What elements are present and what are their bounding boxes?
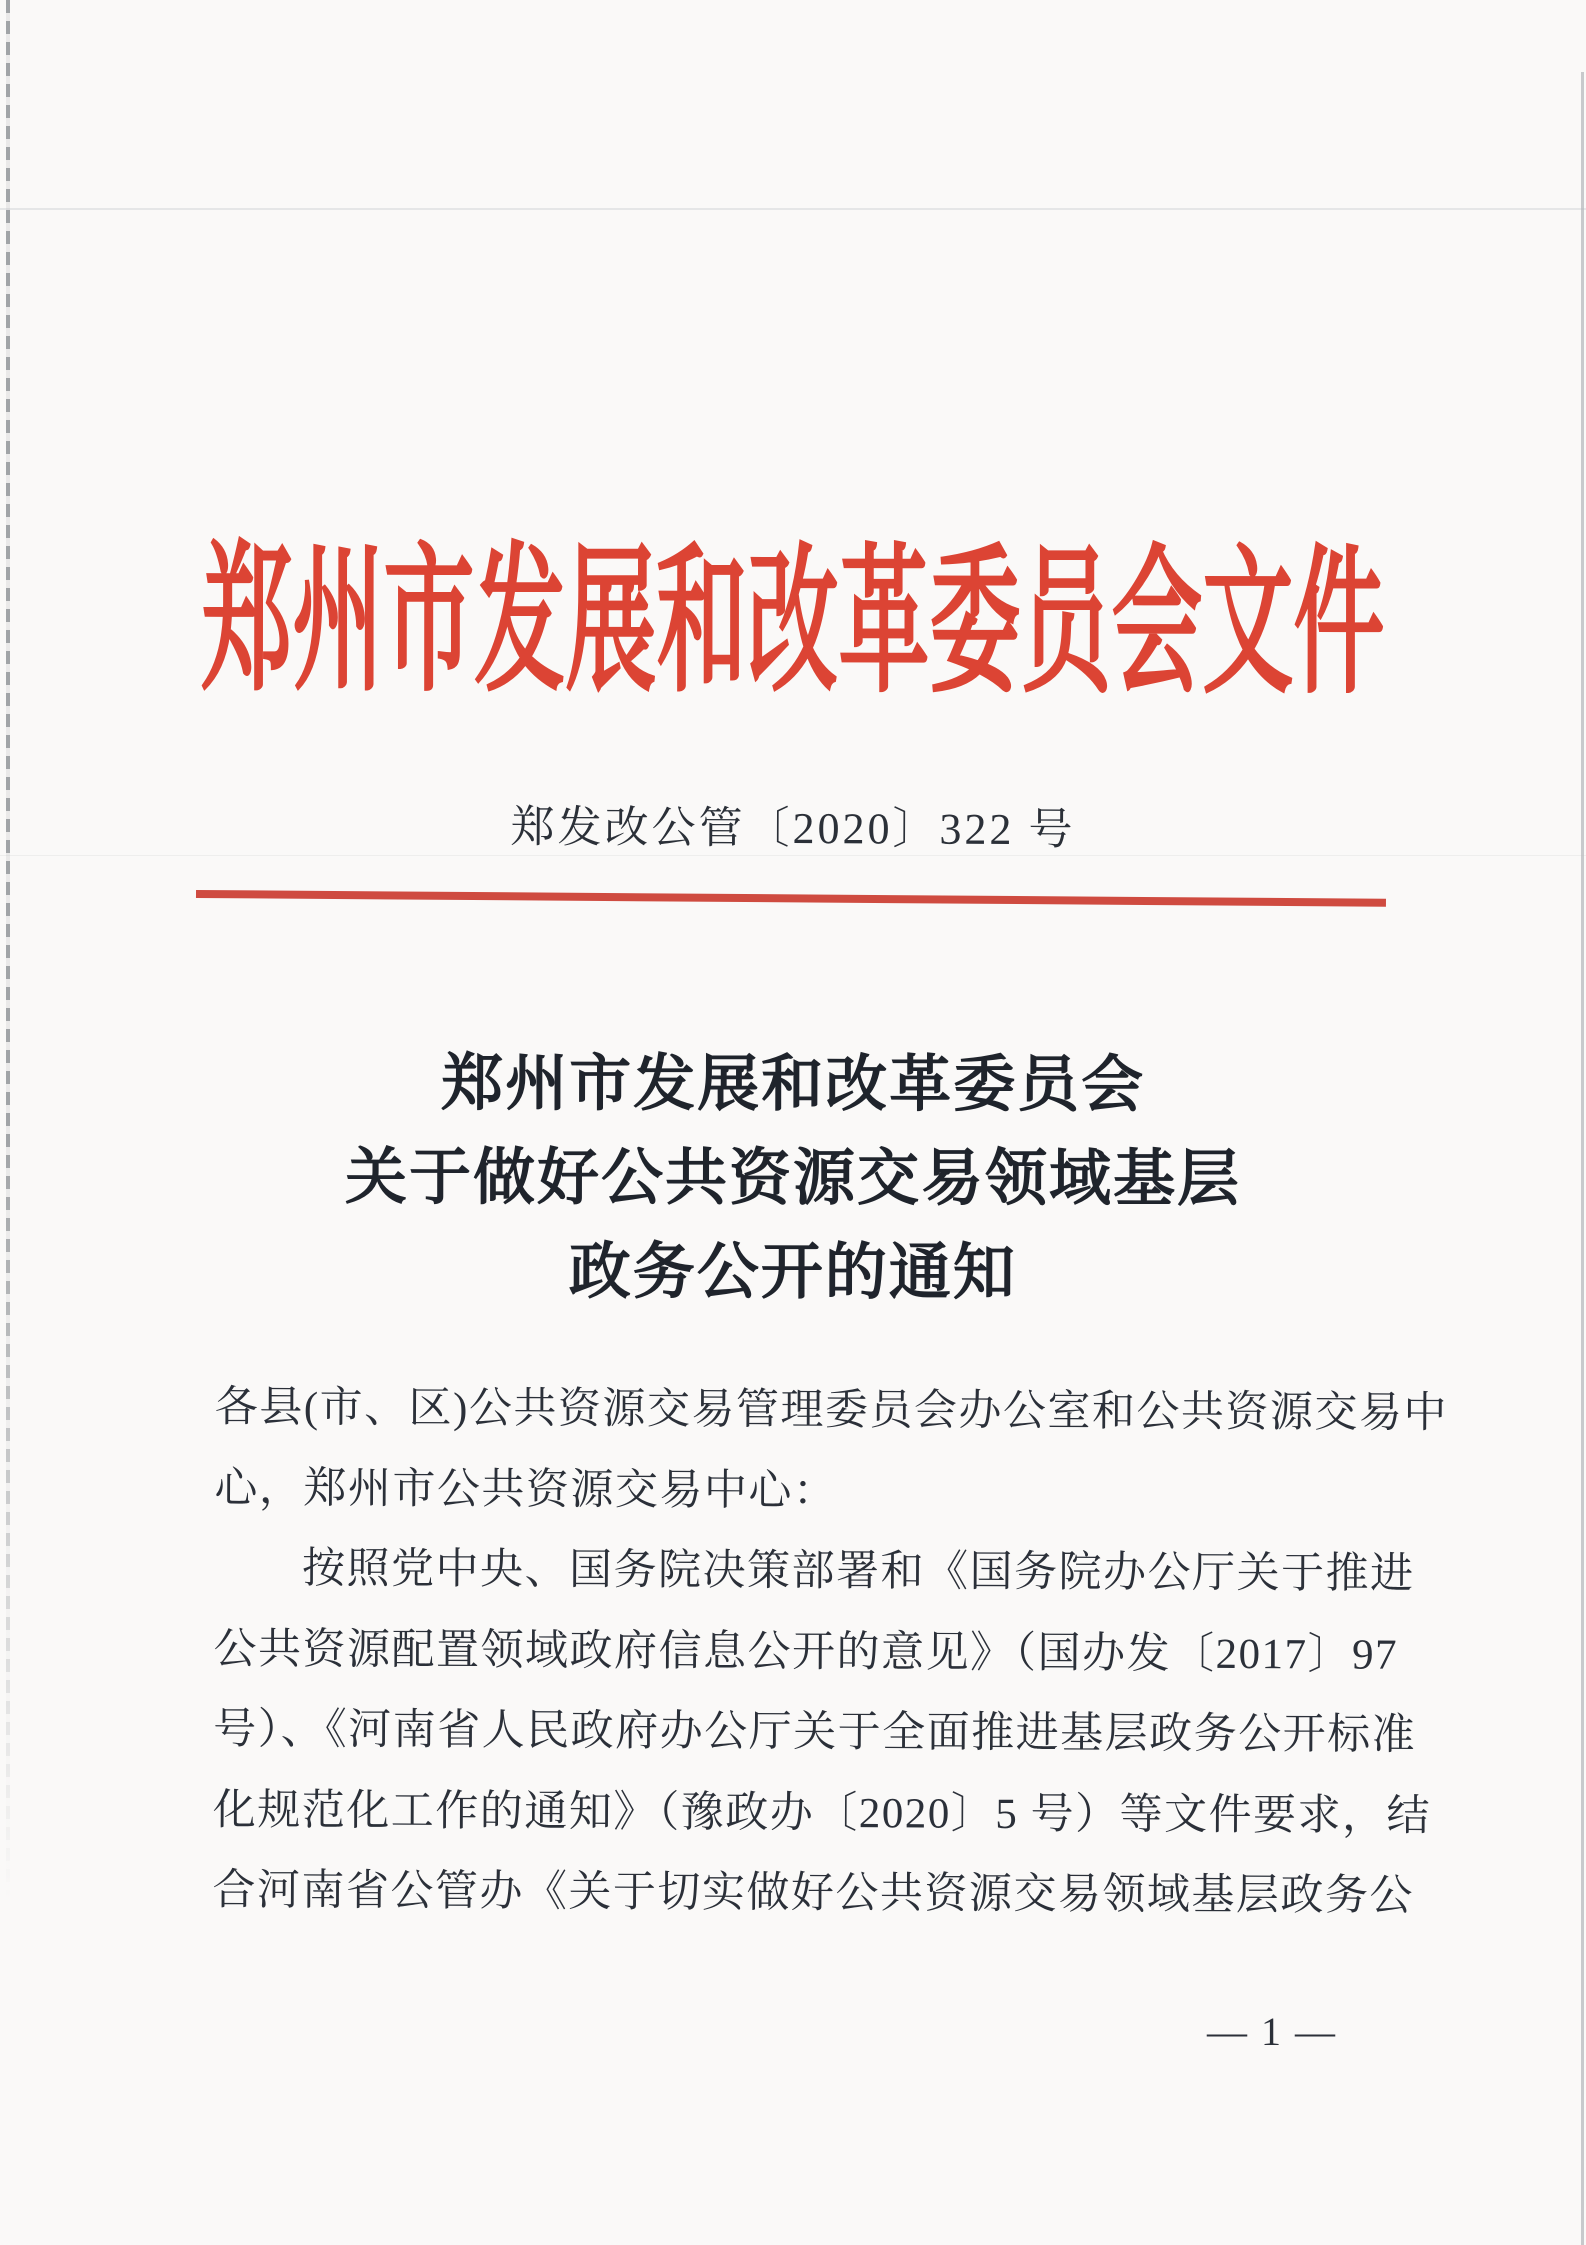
agency-letterhead-title: 郑州市发展和改革委员会文件 [201, 532, 1385, 714]
scan-line-artifact [0, 208, 1586, 210]
document-number: 郑发改公管〔2020〕322 号 [510, 802, 1076, 855]
document-title-line-2: 关于做好公共资源交易领域基层 [344, 1144, 1242, 1214]
document-title-line-3: 政务公开的通知 [568, 1238, 1017, 1308]
page-number: — 1 — [1207, 2009, 1337, 2054]
salutation-line-2: 心，郑州市公共资源交易中心： [214, 1464, 838, 1515]
paragraph-line-2: 公共资源配置领域政府信息公开的意见》（国办发〔2017〕97 [213, 1625, 1399, 1679]
salutation-line-1: 各县(市、区)公共资源交易管理委员会办公室和公共资源交易中 [214, 1383, 1449, 1438]
document-title [0, 1036, 1586, 1321]
scan-left-edge-artifact [6, 0, 10, 1900]
paragraph-line-3: 号）、《河南省人民政府办公厅关于全面推进基层政务公开标准 [213, 1705, 1417, 1759]
paragraph-line-4: 化规范化工作的通知》（豫政办〔2020〕5 号）等文件要求，结 [212, 1786, 1432, 1840]
paragraph-line-5: 合河南省公管办《关于切实做好公共资源交易领域基层政务公 [212, 1866, 1415, 1920]
paragraph-line-1: 按照党中央、国务院决策部署和《国务院办公厅关于推进 [301, 1545, 1415, 1598]
document-title-line-1: 郑州市发展和改革委员会 [441, 1050, 1146, 1120]
red-divider-line [196, 890, 1386, 907]
document-body [212, 1368, 1449, 1937]
